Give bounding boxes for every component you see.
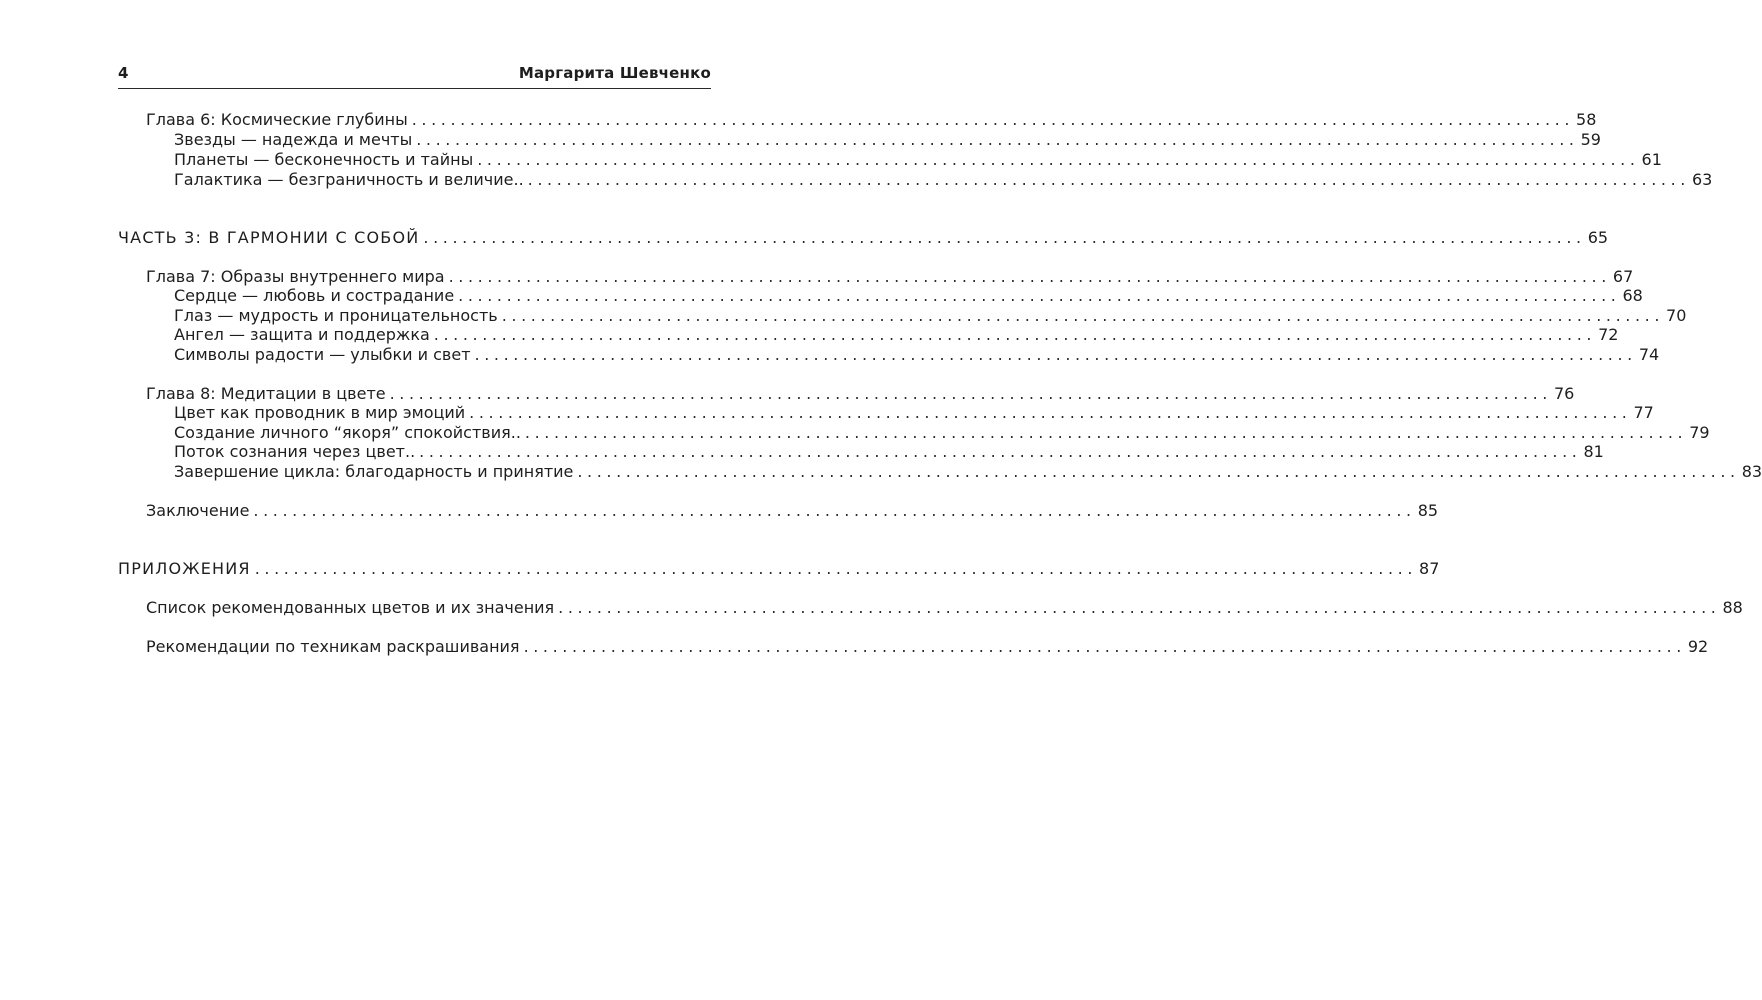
dot-leader: ........................................................................................................................ (477, 150, 1640, 169)
toc-section-entry (118, 423, 1710, 443)
toc-entry-page: 76 (1553, 384, 1575, 403)
toc-entry-title: Поток сознания через цвет.. (174, 442, 416, 461)
dot-leader: ........................................................................................................................ (527, 170, 1690, 189)
toc-entry-page: 61 (1641, 150, 1662, 169)
toc-section-entry (118, 286, 1643, 306)
dot-leader: ........................................................................................................................ (558, 598, 1721, 617)
dot-leader: ........................................................................................................................ (469, 403, 1632, 422)
toc-entry-page: 88 (1722, 598, 1743, 617)
toc-entry-title: ПРИЛОЖЕНИЯ (118, 559, 251, 578)
toc-entry-page: 87 (1419, 559, 1440, 578)
toc-entry-title: ЧАСТЬ 3: В ГАРМОНИИ С СОБОЙ (118, 228, 420, 247)
toc-part-entry (118, 559, 1440, 579)
toc-entry-page: 79 (1689, 423, 1710, 442)
toc-entry-page: 63 (1691, 170, 1713, 189)
dot-leader: ........................................................................................................................ (501, 306, 1665, 325)
dot-leader: ........................................................................................................................ (474, 345, 1637, 364)
page-number: 4 (118, 64, 129, 82)
toc-section-entry (118, 325, 1619, 345)
toc-chapter-entry (118, 598, 1743, 618)
toc-entry-title: Галактика — безграничность и величие.. (174, 170, 524, 189)
toc-entry-title: Цвет как проводник в мир эмоций (174, 403, 466, 422)
toc-entry-title: Завершение цикла: благодарность и принятие (174, 462, 574, 481)
toc-section-entry (118, 442, 1604, 462)
toc-entry-title: Символы радости — улыбки и свет (174, 345, 471, 364)
toc-entry-title: Ангел — защита и поддержка (174, 325, 430, 344)
toc-entry-title: Глава 6: Космические глубины (146, 110, 408, 129)
toc-entry-title: Глаз — мудрость и проницательность (174, 306, 498, 325)
dot-leader: ........................................................................................................................ (577, 462, 1740, 481)
toc-chapter-entry (118, 384, 1575, 404)
toc-entry-page: 72 (1598, 325, 1619, 344)
toc-entry-title: Глава 7: Образы внутреннего мира (146, 267, 445, 286)
toc-section-entry (118, 403, 1654, 423)
dot-leader: ........................................................................................................................ (416, 130, 1579, 149)
toc-entry-page: 92 (1687, 637, 1709, 656)
dot-leader: ........................................................................................................................ (254, 559, 1418, 578)
toc-entry-page: 81 (1583, 442, 1604, 461)
toc-entry-title: Список рекомендованных цветов и их значения (146, 598, 555, 617)
dot-leader: ........................................................................................................................ (433, 325, 1597, 344)
dot-leader: ........................................................................................................................ (253, 501, 1416, 520)
toc-entry-title: Заключение (146, 501, 250, 520)
toc-entry-page: 67 (1612, 267, 1634, 286)
toc-chapter-entry (118, 267, 1634, 287)
toc-entry-title: Создание личного “якоря” спокойствия.. (174, 423, 521, 442)
running-header (118, 62, 711, 89)
author-name: Маргарита Шевченко (518, 64, 711, 82)
dot-leader: ........................................................................................................................ (458, 286, 1621, 305)
toc-entry-page: 74 (1638, 345, 1660, 364)
toc-entry-page: 68 (1622, 286, 1643, 305)
toc-entry-title: Глава 8: Медитации в цвете (146, 384, 386, 403)
dot-leader: ........................................................................................................................ (419, 442, 1582, 461)
toc-entry-page: 85 (1417, 501, 1439, 520)
toc-entry-page: 65 (1587, 228, 1609, 247)
toc-entry-page: 58 (1576, 110, 1597, 129)
toc-entry-title: Сердце — любовь и сострадание (174, 286, 455, 305)
toc-entry-page: 70 (1666, 306, 1687, 325)
dot-leader: ........................................................................................................................ (524, 423, 1688, 442)
toc-part-entry (118, 228, 1609, 248)
toc-entry-page: 83 (1741, 462, 1762, 481)
toc-section-entry (118, 306, 1687, 326)
dot-leader: ........................................................................................................................ (448, 267, 1611, 286)
toc-chapter-entry (118, 501, 1439, 521)
toc-section-entry (118, 150, 1662, 170)
dot-leader: ........................................................................................................................ (523, 637, 1686, 656)
toc-entry-page: 59 (1580, 130, 1601, 149)
toc-entry-page: 77 (1633, 403, 1654, 422)
toc-entry-title: Звезды — надежда и мечты (174, 130, 413, 149)
toc-section-entry (118, 345, 1660, 365)
toc-section-entry (118, 170, 1713, 190)
toc-section-entry (118, 462, 1762, 482)
dot-leader: ........................................................................................................................ (411, 110, 1575, 129)
dot-leader: ........................................................................................................................ (389, 384, 1552, 403)
toc-chapter-entry (118, 637, 1709, 657)
toc-entry-title: Рекомендации по техникам раскрашивания (146, 637, 520, 656)
dot-leader: ........................................................................................................................ (423, 228, 1586, 247)
toc-section-entry (118, 130, 1601, 150)
toc-entry-title: Планеты — бесконечность и тайны (174, 150, 474, 169)
toc-chapter-entry (118, 110, 1597, 130)
